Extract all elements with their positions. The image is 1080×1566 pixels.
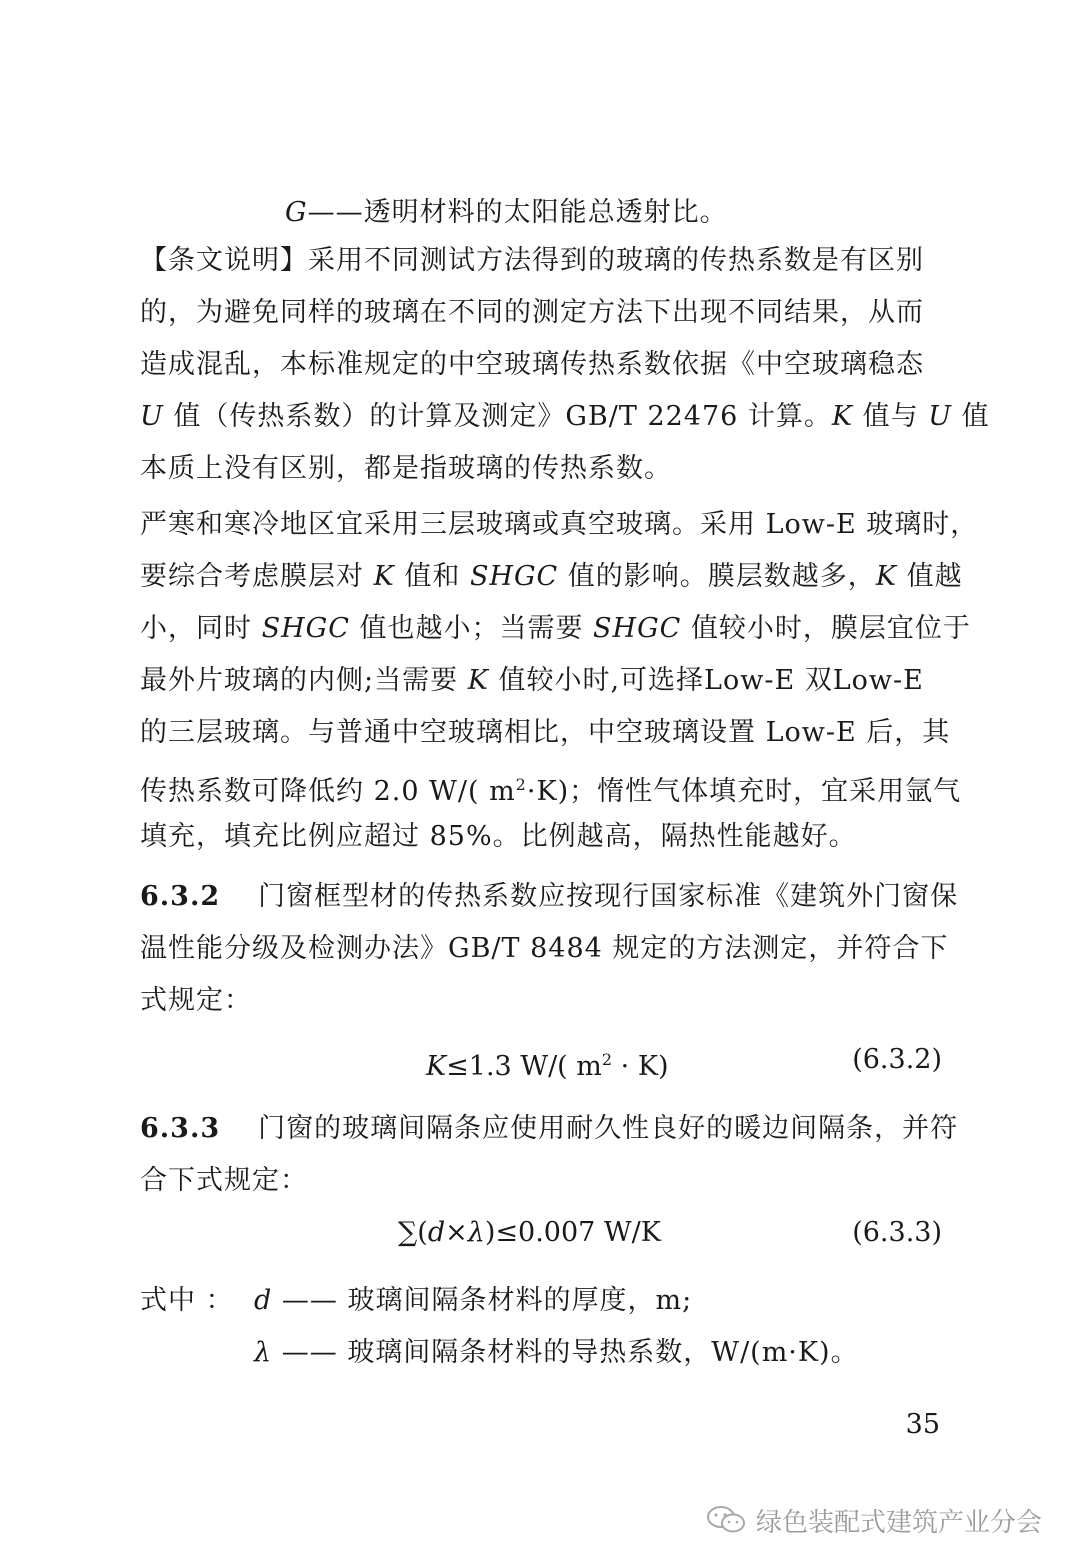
para2-line-2: 要综合考虑膜层对 K 值和 SHGC 值的影响。膜层数越多，K 值越	[140, 561, 963, 592]
note-line-2: 的，为避免同样的玻璃在不同的测定方法下出现不同结果，从而	[140, 297, 924, 328]
where-label: 式中 ：	[140, 1285, 234, 1316]
where-lambda: λ —— 玻璃间隔条材料的导热系数，W/(m·K)。	[254, 1337, 859, 1368]
equation-number-6-3-3: (6.3.3)	[852, 1217, 942, 1248]
note-line-3: 造成混乱，本标准规定的中空玻璃传热系数依据《中空玻璃稳态	[140, 349, 924, 380]
para2-line-7: 填充，填充比例应超过 85%。比例越高，隔热性能越好。	[140, 821, 857, 852]
wechat-icon	[706, 1505, 746, 1535]
para2-line-1: 严寒和寒冷地区宜采用三层玻璃或真空玻璃。采用 Low-E 玻璃时，	[140, 509, 979, 540]
where-d: d —— 玻璃间隔条材料的厚度，m;	[254, 1285, 693, 1316]
s633-number: 6.3.3	[140, 1113, 221, 1144]
s633-line-2: 合下式规定：	[140, 1165, 308, 1196]
s632-line-3: 式规定：	[140, 985, 252, 1016]
para2-line-5: 的三层玻璃。与普通中空玻璃相比，中空玻璃设置 Low-E 后，其	[140, 717, 951, 748]
watermark	[706, 1500, 1042, 1540]
note-line-5: 本质上没有区别，都是指玻璃的传热系数。	[140, 453, 672, 484]
note-line-4: U 值（传热系数）的计算及测定》GB/T 22476 计算。K 值与 U 值	[140, 401, 990, 432]
s632-line-1: 6.3.2 门窗框型材的传热系数应按现行国家标准《建筑外门窗保	[140, 881, 959, 912]
watermark-text: 绿色装配式建筑产业分会	[756, 1507, 1043, 1538]
equation-number-6-3-2: (6.3.2)	[852, 1044, 942, 1075]
formula-6-3-3: ∑(d×λ)≤0.007 W/K	[398, 1217, 661, 1248]
para2-line-3: 小，同时 SHGC 值也越小；当需要 SHGC 值较小时，膜层宜位于	[140, 613, 971, 644]
note-line-1: 【条文说明】采用不同测试方法得到的玻璃的传热系数是有区别	[140, 245, 924, 276]
para2-line-4: 最外片玻璃的内侧;当需要 K 值较小时,可选择Low-E 双Low-E	[140, 665, 924, 696]
s632-number: 6.3.2	[140, 881, 221, 912]
page-number: 35	[905, 1409, 940, 1440]
para2-line-6: 传热系数可降低约 2.0 W/( $m^2\cdot K$)；惰性气体填充时，宜采用氩气	[140, 775, 962, 807]
s633-line-1: 6.3.3 门窗的玻璃间隔条应使用耐久性良好的暖边间隔条，并符	[140, 1113, 959, 1144]
g-definition: G——透明材料的太阳能总透射比。	[285, 197, 728, 228]
formula-6-3-2: K≤1.3 W/( $m^2 \cdot K$)	[426, 1050, 669, 1082]
s632-line-2: 温性能分级及检测办法》GB/T 8484 规定的方法测定，并符合下	[140, 933, 949, 964]
